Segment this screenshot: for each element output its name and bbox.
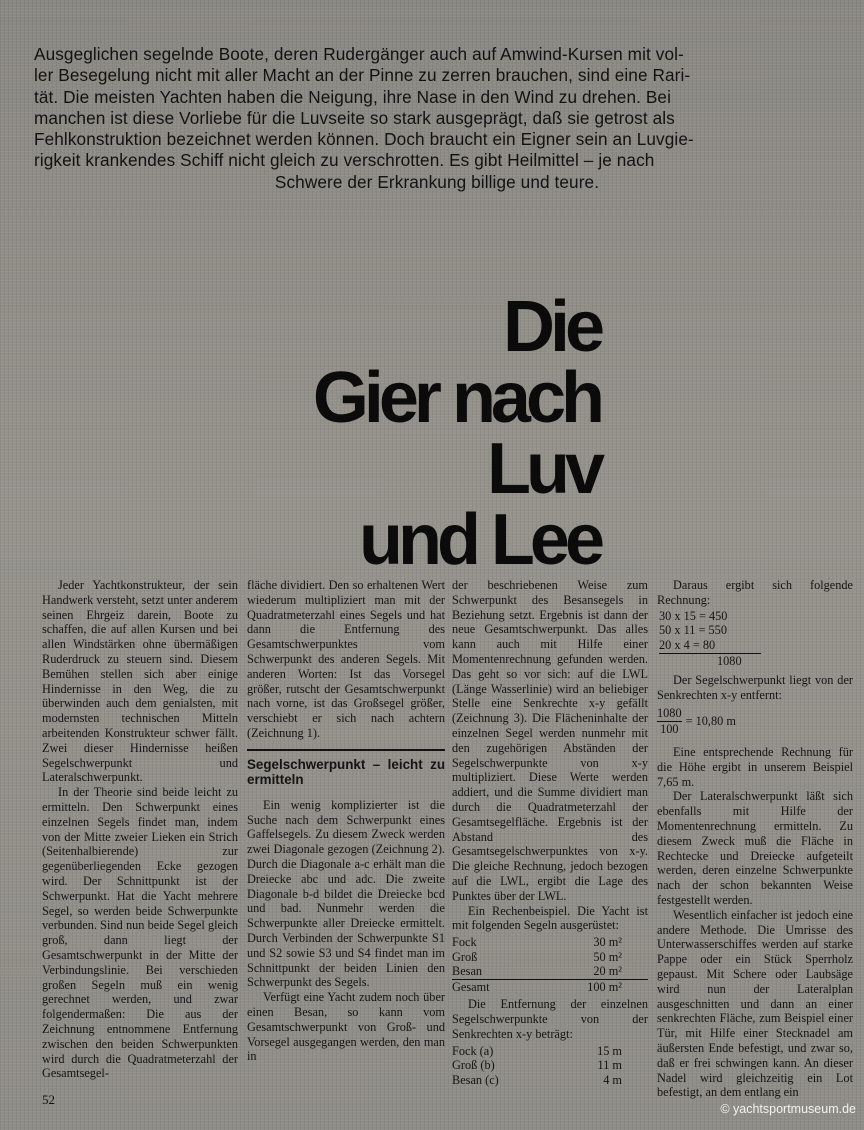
calc-sum: 1080 (659, 653, 761, 669)
intro-line: rigkeit krankendes Schiff nicht gleich zu verschrotten. Es gibt Heilmittel – je nach (34, 150, 655, 171)
table-row: Fock (a) 15 m (452, 1043, 622, 1058)
headline-line: Gier nach (312, 358, 600, 438)
body-paragraph: Der Lateralschwerpunkt läßt sich ebenfalls mit Hilfe der Momentenrechnung ermitteln. Zu diesem Zweck muß die Fläche in Rechtecke und Dreiecke aufgeteilt werden, deren einzelne Schwerpunkte nach der schon bekannten Weise festgestellt werden. (657, 789, 853, 907)
intro-line: Schwere der Erkrankung billige und teure. (274, 171, 600, 192)
table-row: Besan 20 m² (452, 964, 622, 979)
body-paragraph: der beschriebenen Weise zum Schwerpunkt des Besansegels in Beziehung setzt. Ergebnis ist dann der neue Gesamtschwerpunkt. Das alles kann auch mit Hilfe einer Momentenrechnung gefunden werden. Das geht so vor sich: auf die LWL (Länge Wasserlinie) wird an beliebiger Stelle eine Senkrechte x-y gefällt (Zeichnung 3). Die Flächeninhalte der einzelnen Segel werden nunmehr mit den zugehörigen Abständen der Segelschwerpunkte von x-y multipliziert. Diese Werte werden addiert, und die Summe dividiert man durch die Quadratmeterzahl der Gesamtsegelfläche. Ergebnis ist der Abstand des Gesamtsegelschwerpunktes von x-y. Die gleiche Rechnung, jedoch bezogen auf die LWL, ergibt die Lage des Punktes über der LWL. (452, 578, 648, 903)
body-paragraph: fläche dividiert. Den so erhaltenen Wert wiederum multipliziert man mit der Quadratmeterzahl eines Segels und hat dann die Entfernung des Gesamtschwerpunktes vom Schwerpunkt des anderen Segels. Mit anderen Worten: Ist das Vorsegel größer, rutscht der Gesamtschwerpunkt nach vorne, ist das Großsegel größer, verschiebt er sich nach achtern (Zeichnung 1). (247, 578, 445, 740)
text-column-3 (452, 578, 648, 1090)
fraction-denominator: 100 (660, 722, 679, 737)
fraction-result (657, 706, 853, 737)
body-paragraph: Eine entsprechende Rechnung für die Höhe ergibt in unserem Beispiel 7,65 m. (657, 744, 853, 789)
intro-line: Ausgeglichen segelnde Boote, deren Rudergänger auch auf Amwind-Kursen mit vol- (34, 44, 684, 64)
body-paragraph: Verfügt eine Yacht zudem noch über einen Besan, so kann vom Gesamtschwerpunkt von Groß- und Vorsegel ausgegangen werden, den man in (247, 990, 445, 1064)
body-paragraph: Daraus ergibt sich folgende Rechnung: (657, 578, 853, 607)
body-paragraph: Wesentlich einfacher ist jedoch eine andere Methode. Die Umrisse des Unterwasserschiffes werden auf starke Pappe oder ein Stück Sperrholz gepaust. Mit Schere oder Laubsäge wird nun der Lateralplan ausgeschnitten und dann an einer senkrechten Fläche, zum Beispiel einer Tür, mit Hilfe einer Stecknadel am äußersten Ende befestigt, und zwar so, daß er frei schwingen kann. An dieser Nadel wird gleichzeitig ein Lot befestigt, an dem entlang ein (657, 907, 853, 1100)
text-column-4 (657, 578, 853, 1100)
headline-line: Die (502, 287, 600, 367)
headline-line: Luv (486, 429, 600, 509)
intro-paragraph (34, 44, 840, 193)
page-number: 52 (42, 1092, 55, 1107)
fraction-numerator: 1080 (657, 706, 682, 721)
article-headline (270, 287, 600, 580)
section-subheading: Segelschwerpunkt – leicht zu ermitteln (247, 749, 445, 788)
headline-line: und Lee (358, 500, 600, 580)
moment-calculation (659, 609, 853, 669)
intro-line: tät. Die meisten Yachten haben die Neigung, ihre Nase in den Wind zu drehen. Bei (34, 86, 672, 107)
distance-table (452, 1044, 648, 1088)
body-paragraph: Ein wenig komplizierter ist die Suche nach dem Schwerpunkt eines Gaffelsegels. Zu diesem Zweck werden zwei Diagonale gezogen (Zeichnung 2). Durch die Diagonale a-c erhält man die Dreiecke abc und adc. Die zweite Diagonale b-d bildet die Dreiecke bcd und bad. Nunmehr werden die Schwerpunkte aller Dreiecke ermittelt. Durch Verbinden der Schwerpunkte S1 und S2 sowie S3 und S4 findet man im Schnittpunkt der beiden Linien den Schwerpunkt des Segels. (247, 797, 445, 990)
sail-area-table (452, 935, 648, 994)
intro-line: manchen ist diese Vorliebe für die Luvseite so stark ausgeprägt, daß sie getrost als (34, 107, 675, 128)
body-paragraph: Ein Rechenbeispiel. Die Yacht ist mit folgenden Segeln ausgerüstet: (452, 903, 648, 933)
table-row: Groß 50 m² (452, 949, 622, 964)
fraction-value: = 10,80 m (685, 714, 736, 729)
copyright-credit: © yachtsportmuseum.de (720, 1102, 856, 1116)
body-paragraph: In der Theorie sind beide leicht zu ermitteln. Den Schwerpunkt eines einzelnen Segels findet man, indem von der Mitte zweier Lieken ein Strich (Seitenhalbierende) zur gegenüberliegenden Ecke gezogen wird. Der Schnittpunkt ist der Schwerpunkt. Hat die Yacht mehrere Segel, so werden beide Schwerpunkte verbunden. Sind nun beide Segel gleich groß, dann liegt der Gesamtschwerpunkt in der Mitte der Verbindungslinie. Bei verschieden großen Segeln muß ein wenig gerechnet werden, und zwar folgendermaßen: Die aus der Zeichnung entnommene Entfernung zwischen den beiden Schwerpunkten wird durch die Quadratmeterzahl der Gesamtsegel- (42, 785, 238, 1081)
intro-line: ler Besegelung nicht mit aller Macht an der Pinne zu zerren brauchen, sind eine Rari- (34, 65, 691, 86)
calc-line: 20 x 4 = 80 (659, 638, 716, 653)
table-row: Besan (c) 4 m (452, 1072, 622, 1087)
body-paragraph: Der Segelschwerpunkt liegt von der Senkrechten x-y entfernt: (657, 672, 853, 702)
text-column-2 (247, 578, 445, 1064)
calc-line: 30 x 15 = 450 (659, 608, 728, 623)
text-column-1 (42, 578, 238, 1081)
table-row: Fock 30 m² (452, 935, 622, 950)
body-paragraph: Jeder Yachtkonstrukteur, der sein Handwerk versteht, setzt unter anderem seinen Ehrgeiz darein, Boote zu schaffen, die auf allen Kursen und bei allen Windstärken ohne übermäßigen Ruderdruck zu steuern sind. Diesem Bemühen stellen sich aber einige Hindernisse in den Weg, die zu überwinden auch dem genialsten, mit modernsten technischen Mitteln arbeitenden Konstrukteur schwer fällt. Zwei dieser Hindernisse heißen Segelschwerpunkt und Lateralschwerpunkt. (42, 578, 238, 785)
calc-line: 50 x 11 = 550 (659, 623, 727, 638)
table-total-row: Gesamt 100 m² (452, 979, 648, 994)
intro-line: Fehlkonstruktion bezeichnet werden können. Doch braucht ein Eigner sein an Luvgie- (34, 129, 694, 150)
table-row: Groß (b) 11 m (452, 1058, 622, 1073)
body-paragraph: Die Entfernung der einzelnen Segelschwerpunkte von der Senkrechten x-y beträgt: (452, 997, 648, 1041)
